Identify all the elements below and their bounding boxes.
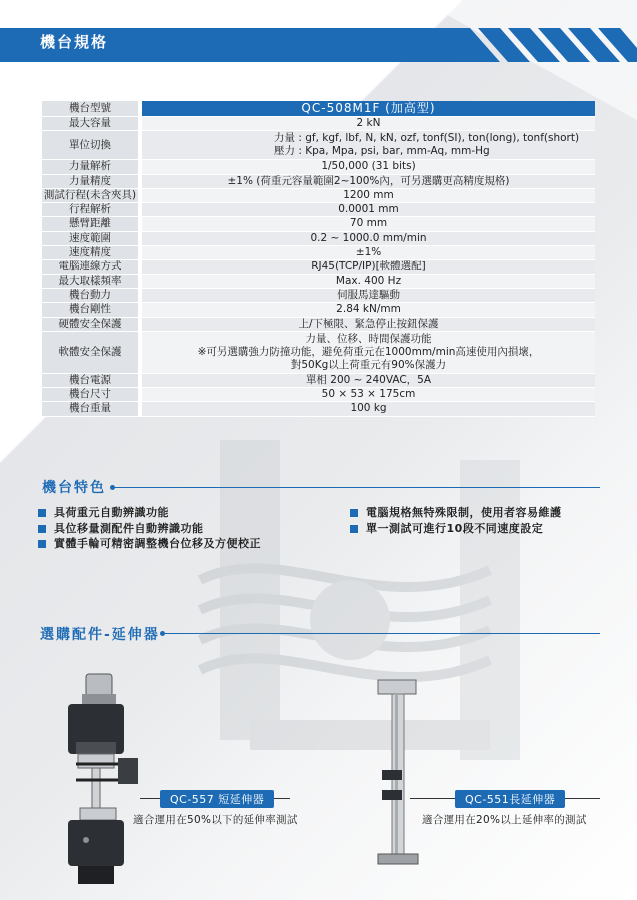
background-machine-image — [160, 420, 580, 840]
table-row — [42, 246, 595, 260]
table-row — [42, 331, 595, 373]
spec-value-line: 力量 : gf, kgf, lbf, N, kN, ozf, tonf(SI), ton(long), tonf(short) — [274, 132, 580, 145]
feature-text: 具位移量測配件自動辨識功能 — [54, 521, 204, 535]
square-bullet-icon — [38, 509, 46, 517]
spec-label: 行程解析 — [42, 203, 140, 217]
spec-value: ±1% — [140, 246, 595, 260]
spec-value-line: 壓力 : Kpa, Mpa, psi, bar, mm-Aq, mm-Hg — [274, 145, 490, 158]
long-extensometer-icon — [372, 678, 422, 868]
table-row — [42, 402, 595, 416]
table-row — [42, 188, 595, 202]
spec-label: 單位切換 — [42, 131, 140, 160]
spec-value: 100 kg — [140, 402, 595, 416]
table-row — [42, 373, 595, 387]
features-list-left — [38, 505, 261, 552]
spec-value: 伺服馬達驅動 — [140, 288, 595, 302]
table-row — [42, 160, 595, 174]
table-row — [42, 203, 595, 217]
spec-label: 測試行程(未含夾具) — [42, 188, 140, 202]
accessories-title: 選購配件-延伸器 — [40, 627, 160, 643]
table-row — [42, 260, 595, 274]
spec-value — [140, 331, 595, 373]
list-item — [350, 505, 562, 521]
spec-value — [140, 131, 595, 160]
spec-value: 上/下極限、緊急停止按鈕保護 — [140, 317, 595, 331]
spec-value: 50 × 53 × 175cm — [140, 388, 595, 402]
spec-label: 機台尺寸 — [42, 388, 140, 402]
spec-label: 力量解析 — [42, 160, 140, 174]
list-item — [38, 521, 261, 537]
spec-label: 軟體安全保護 — [42, 331, 140, 373]
table-row — [42, 288, 595, 302]
spec-value: 0.2 ~ 1000.0 mm/min — [140, 231, 595, 245]
table-row — [42, 174, 595, 188]
table-row — [42, 117, 595, 131]
features-list-right — [350, 505, 562, 536]
square-bullet-icon — [38, 525, 46, 533]
spec-label: 速度範圍 — [42, 231, 140, 245]
feature-text: 電腦規格無特殊限制，使用者容易維護 — [366, 506, 562, 519]
spec-table — [42, 101, 595, 417]
table-row — [42, 217, 595, 231]
feature-text: 實體手輪可精密調整機台位移及方便校正 — [54, 537, 261, 550]
spec-label: 電腦連線方式 — [42, 260, 140, 274]
accessory-desc-long: 適合運用在20%以上延伸率的測試 — [422, 814, 587, 826]
spec-value: 1200 mm — [140, 188, 595, 202]
spec-value: 0.0001 mm — [140, 203, 595, 217]
spec-value: 2 kN — [140, 117, 595, 131]
square-bullet-icon — [38, 540, 46, 548]
spec-label: 機台電源 — [42, 373, 140, 387]
spec-value: Max. 400 Hz — [140, 274, 595, 288]
accessories-divider — [162, 633, 600, 634]
features-title: 機台特色 — [42, 480, 106, 496]
features-divider — [112, 487, 600, 488]
spec-value-line: 力量、位移、時間保護功能 — [305, 332, 432, 345]
spec-value: 1/50,000 (31 bits) — [140, 160, 595, 174]
accessories-divider-dot — [160, 631, 165, 636]
spec-label: 懸臂距離 — [42, 217, 140, 231]
square-bullet-icon — [350, 525, 358, 533]
spec-value-line: ※可另選購強力防撞功能，避免荷重元在1000mm/min高速使用內損壞， — [197, 345, 540, 358]
accessory-desc-short: 適合運用在50%以下的延伸率測試 — [133, 814, 298, 826]
spec-value: 2.84 kN/mm — [140, 303, 595, 317]
feature-text: 單一測試可進行10段不同速度設定 — [366, 521, 544, 535]
list-item — [350, 521, 562, 537]
spec-label: 機台型號 — [42, 101, 140, 117]
spec-value: 70 mm — [140, 217, 595, 231]
spec-label: 機台動力 — [42, 288, 140, 302]
short-extensometer-icon — [58, 668, 148, 890]
features-divider-dot — [110, 485, 115, 490]
spec-label: 機台剛性 — [42, 303, 140, 317]
list-item — [38, 536, 261, 552]
spec-label: 力量精度 — [42, 174, 140, 188]
accessory-tag-long: QC-551長延伸器 — [455, 790, 565, 808]
table-row — [42, 274, 595, 288]
spec-label: 最大取樣頻率 — [42, 274, 140, 288]
table-row — [42, 388, 595, 402]
spec-value: 單相 200 ~ 240VAC，5A — [140, 373, 595, 387]
spec-value: RJ45(TCP/IP)[軟體選配] — [140, 260, 595, 274]
table-row — [42, 317, 595, 331]
spec-value: QC-508M1F (加高型) — [140, 101, 595, 117]
list-item — [38, 505, 261, 521]
table-row — [42, 101, 595, 117]
table-row — [42, 231, 595, 245]
table-row — [42, 303, 595, 317]
spec-value: ±1% (荷重元容量範圍2~100%內，可另選購更高精度規格) — [140, 174, 595, 188]
table-row — [42, 131, 595, 160]
feature-text: 具荷重元自動辨識功能 — [54, 506, 169, 519]
spec-label: 硬體安全保護 — [42, 317, 140, 331]
accessory-tag-short: QC-557 短延伸器 — [160, 790, 274, 808]
spec-label: 最大容量 — [42, 117, 140, 131]
spec-label: 機台重量 — [42, 402, 140, 416]
spec-label: 速度精度 — [42, 246, 140, 260]
page-title: 機台規格 — [40, 33, 109, 51]
spec-value-line: 對50Kg以上荷重元有90%保護力 — [290, 358, 447, 371]
square-bullet-icon — [350, 509, 358, 517]
